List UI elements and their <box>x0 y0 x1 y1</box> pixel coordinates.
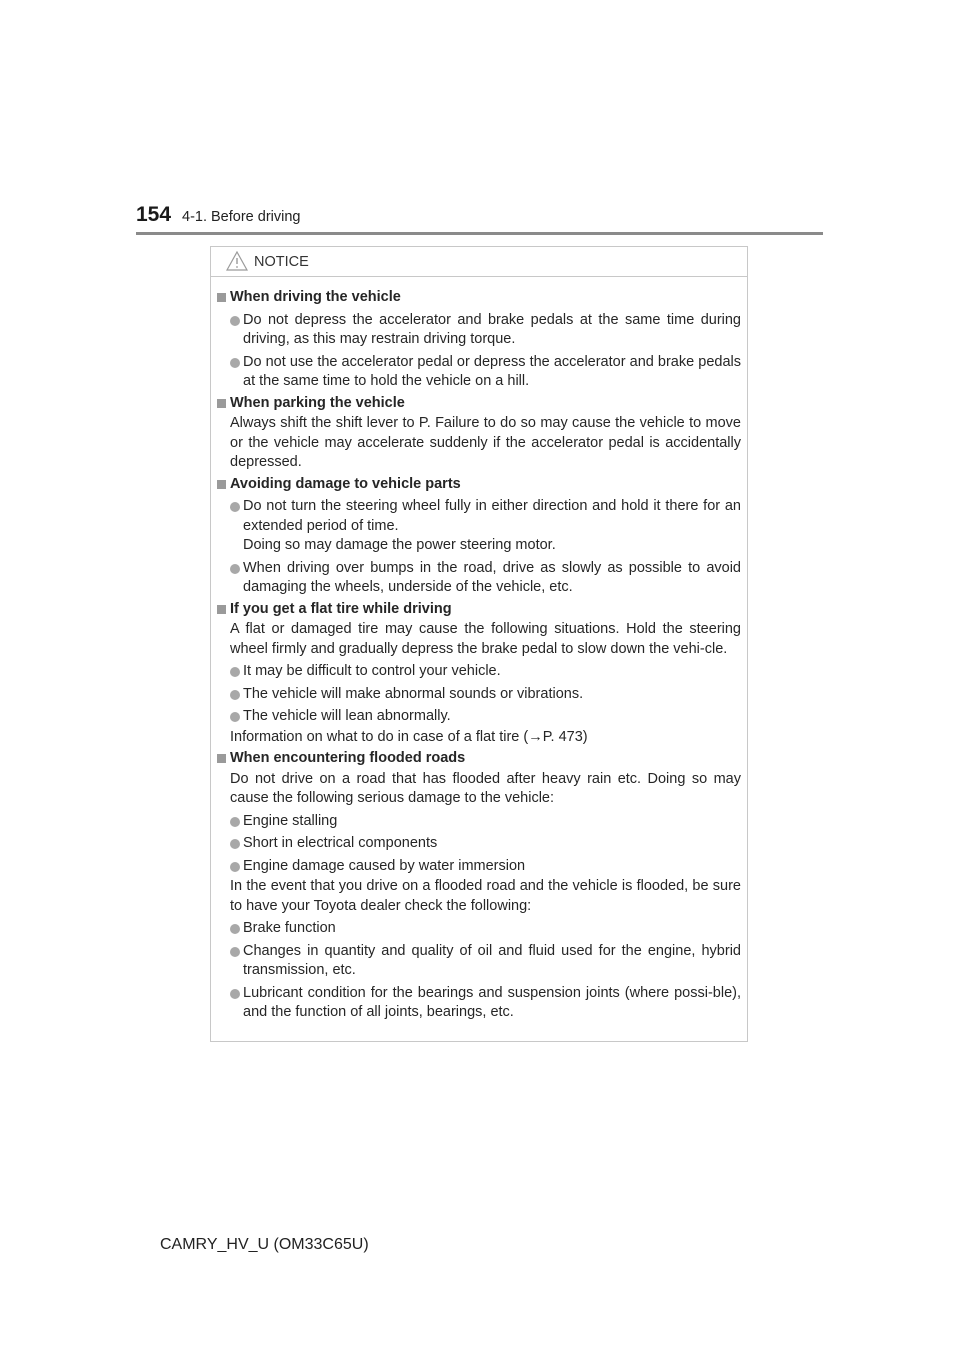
notice-content <box>211 277 747 1023</box>
header-divider <box>136 232 823 235</box>
section-title: 4-1. Before driving <box>182 209 301 225</box>
list-item: Short in electrical components <box>217 834 741 854</box>
heading-driving: When driving the vehicle <box>217 288 741 308</box>
list-item: Do not depress the accelerator and brake pedals at the same time during driving, as this may restrain driving torque. <box>217 311 741 350</box>
page-number: 154 <box>136 203 172 226</box>
paragraph: In the event that you drive on a flooded road and the vehicle is flooded, be sure to have your Toyota dealer check the following: <box>230 878 741 914</box>
list-item-note: Doing so may damage the power steering motor. <box>243 537 556 553</box>
list-item: Engine damage caused by water immersion <box>217 857 741 877</box>
list-item: When driving over bumps in the road, drive as slowly as possible to avoid damaging the wheels, underside of the vehicle, etc. <box>217 559 741 598</box>
list-item: Do not use the accelerator pedal or depress the accelerator and brake pedals at the same time to hold the vehicle on a hill. <box>217 353 741 392</box>
heading-flooded-roads: When encountering flooded roads <box>217 749 741 769</box>
notice-title: NOTICE <box>254 254 309 270</box>
list-item: Engine stalling <box>217 812 741 832</box>
list-item <box>217 497 741 556</box>
warning-triangle-icon <box>226 251 248 271</box>
notice-header <box>211 247 747 277</box>
list-item: The vehicle will lean abnormally. <box>217 707 741 727</box>
notice-box <box>210 246 748 1042</box>
document-id: CAMRY_HV_U (OM33C65U) <box>160 1236 369 1253</box>
paragraph: Always shift the shift lever to P. Failure to do so may cause the vehicle to move or the vehicle may accelerate suddenly if the accelerator pedal is accidentally depressed. <box>230 415 741 470</box>
heading-flat-tire: If you get a flat tire while driving <box>217 600 741 620</box>
paragraph: Do not drive on a road that has flooded after heavy rain etc. Doing so may cause the following serious damage to the vehicle: <box>230 770 741 806</box>
list-item: Lubricant condition for the bearings and suspension joints (where possi-ble), and the function of all joints, bearings, etc. <box>217 984 741 1023</box>
heading-avoiding-damage: Avoiding damage to vehicle parts <box>217 475 741 495</box>
list-item-text: Do not turn the steering wheel fully in either direction and hold it there for an extended period of time. <box>243 498 741 534</box>
page-reference: Information on what to do in case of a flat tire (→P. 473) <box>230 728 588 745</box>
list-item: It may be difficult to control your vehicle. <box>217 662 741 682</box>
list-item: Brake function <box>217 919 741 939</box>
paragraph: A flat or damaged tire may cause the following situations. Hold the steering wheel firmly and gradually depress the brake pedal to slow down the vehi-cle. <box>230 621 741 657</box>
list-item: Changes in quantity and quality of oil and fluid used for the engine, hybrid transmission, etc. <box>217 942 741 981</box>
list-item: The vehicle will make abnormal sounds or vibrations. <box>217 685 741 705</box>
heading-parking: When parking the vehicle <box>217 394 741 414</box>
